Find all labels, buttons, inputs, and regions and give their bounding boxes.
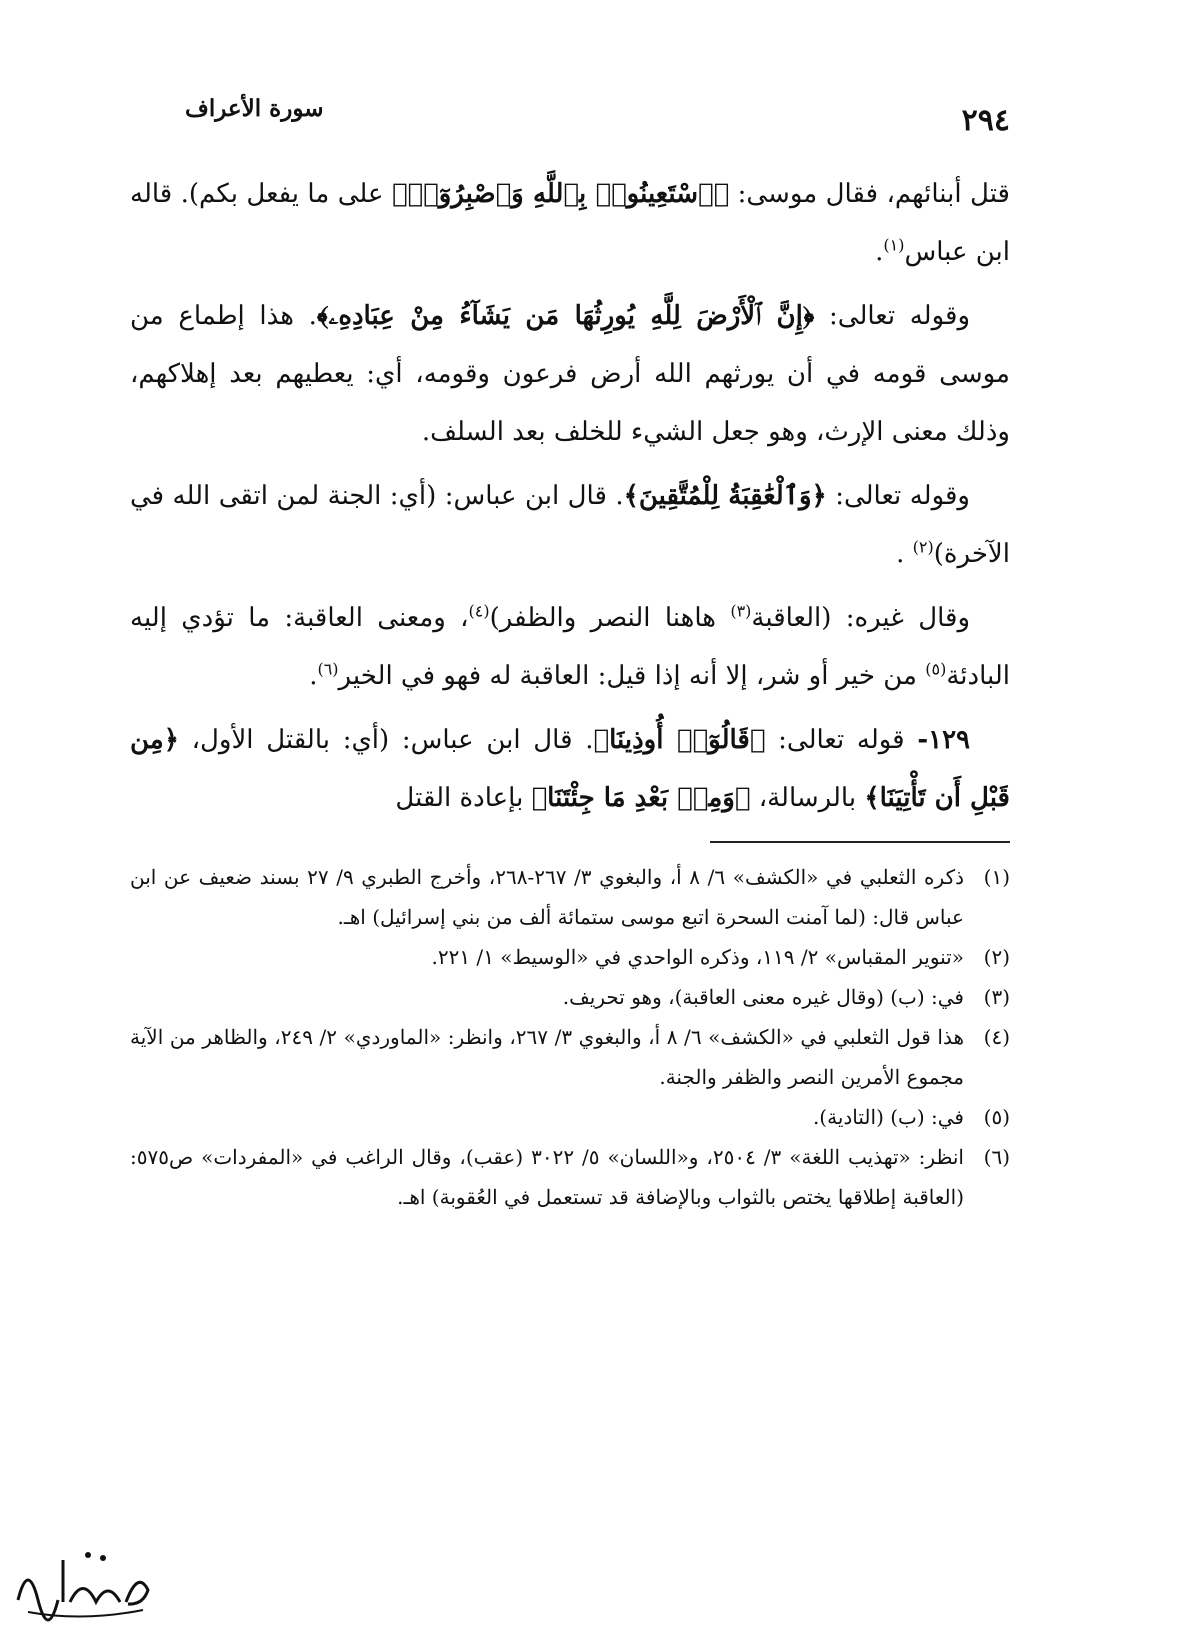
footnote-3 <box>130 977 1010 1017</box>
quran-quote: ﴿قَالُوٓا۟ أُوذِينَا﴾ <box>593 725 766 755</box>
footnote-ref-4[interactable]: (٤) <box>468 601 490 621</box>
main-text <box>130 165 1010 827</box>
paragraph-2: وقوله تعالى: ﴿إِنَّ ٱلْأَرْضَ لِلَّهِ يُورِثُهَا مَن يَشَآءُ مِنْ عِبَادِهِۦ﴾. هذا إطماع من موسى قومه في أن يورثهم الله أرض فرعون وقومه، أي: يعطيهم بعد إهلاكهم، وذلك معنى الإرث، وهو جعل الشيء للخلف بعد السلف. <box>130 301 1010 447</box>
footnote-ref-5[interactable]: (٥) <box>925 659 947 679</box>
surah-title: سورة الأعراف <box>185 95 324 122</box>
footnote-ref-6[interactable]: (٦) <box>317 659 339 679</box>
footnote-text: في: (ب) (وقال غيره معنى العاقبة)، وهو تحريف. <box>562 985 964 1009</box>
footnote-mark: (٢) <box>983 945 1010 969</box>
footnote-mark: (١) <box>983 865 1010 889</box>
quran-quote: ﴿إِنَّ ٱلْأَرْضَ لِلَّهِ يُورِثُهَا مَن يَشَآءُ مِنْ عِبَادِهِۦ﴾ <box>316 301 815 331</box>
quran-quote: ﴿مِن قَبْلِ أَن تَأْتِيَنَا﴾ <box>130 725 1010 813</box>
footnote-text: «تنوير المقباس» ٢/ ١١٩، وذكره الواحدي في «الوسيط» ١/ ٢٢١. <box>431 945 964 969</box>
footnotes <box>130 857 1010 1217</box>
footnote-1 <box>130 857 1010 937</box>
footnote-mark: (٦) <box>983 1145 1010 1169</box>
footnote-divider <box>710 841 1010 843</box>
footnote-text: ذكره الثعلبي في «الكشف» ٦/ ٨ أ، والبغوي ٣/ ٢٦٧-٢٦٨، وأخرج الطبري ٩/ ٢٧ بسند ضعيف عن ابن عباس قال: (لما آمنت السحرة اتبع موسى ستمائة ألف من بني إسرائيل) اهـ. <box>130 865 964 929</box>
paragraph-4: وقال غيره: (العاقبة$^{(٣)}$ هاهنا النصر والظفر)$^{(٤)}$، ومعنى العاقبة: ما تؤدي إليه البادئة$^{(٥)}$ من خير أو شر، إلا أنه إذا قيل: العاقبة له فهو في الخير$^{(٦)}$. <box>130 601 1010 691</box>
running-head <box>130 95 1010 155</box>
footnote-text: انظر: «تهذيب اللغة» ٣/ ٢٥٠٤، و«اللسان» ٥/ ٣٠٢٢ (عقب)، وقال الراغب في «المفردات» ص٥٧٥: (العاقبة إطلاقها يختص بالثواب وبالإضافة قد تستعمل في العُقوبة) اهـ. <box>130 1145 964 1209</box>
footnote-mark: (٣) <box>983 985 1010 1009</box>
footnote-mark: (٥) <box>983 1105 1010 1129</box>
footnote-2 <box>130 937 1010 977</box>
footnote-ref-3[interactable]: (٣) <box>730 601 752 621</box>
footnote-ref-1[interactable]: (١) <box>883 235 905 255</box>
calligraphic-logo-icon <box>8 1530 158 1630</box>
footnote-mark: (٤) <box>983 1025 1010 1049</box>
footnote-6 <box>130 1137 1010 1217</box>
footnote-text: هذا قول الثعلبي في «الكشف» ٦/ ٨ أ، والبغوي ٣/ ٢٦٧، وانظر: «الماوردي» ٢/ ٢٤٩، والظاهر من الآية مجموع الأمرين النصر والظفر والجنة. <box>130 1025 964 1089</box>
quran-quote: ﴿وَمِنۢ بَعْدِ مَا جِئْتَنَا﴾ <box>531 783 751 813</box>
page <box>130 95 1010 1555</box>
footnote-text: في: (ب) (التادية). <box>812 1105 964 1129</box>
footnote-4 <box>130 1017 1010 1097</box>
footnote-ref-2[interactable]: (٢) <box>912 537 934 557</box>
paragraph-1: قتل أبنائهم، فقال موسى: ﴿ٱسْتَعِينُوا۟ بِٱللَّهِ وَٱصْبِرُوٓا۟﴾ على ما يفعل بكم). قاله ابن عباس$^{(١)}$. <box>130 179 1010 267</box>
verse-number: ١٢٩- <box>917 725 971 755</box>
quran-quote: ﴿وَٱلْعَٰقِبَةُ لِلْمُتَّقِينَ﴾ <box>623 481 827 511</box>
page-number: ٢٩٤ <box>961 103 1010 138</box>
paragraph-5: ١٢٩- قوله تعالى: ﴿قَالُوٓا۟ أُوذِينَا﴾. قال ابن عباس: (أي: بالقتل الأول، ﴿مِن قَبْلِ أَن تَأْتِيَنَا﴾ بالرسالة، ﴿وَمِنۢ بَعْدِ مَا جِئْتَنَا﴾ بإعادة القتل <box>130 725 1010 813</box>
quran-quote: ﴿ٱسْتَعِينُوا۟ بِٱللَّهِ وَٱصْبِرُوٓا۟﴾ <box>391 179 730 209</box>
paragraph-3: وقوله تعالى: ﴿وَٱلْعَٰقِبَةُ لِلْمُتَّقِينَ﴾. قال ابن عباس: (أي: الجنة لمن اتقى الله في الآخرة)$^{(٢)}$ . <box>130 481 1010 569</box>
footnote-5 <box>130 1097 1010 1137</box>
